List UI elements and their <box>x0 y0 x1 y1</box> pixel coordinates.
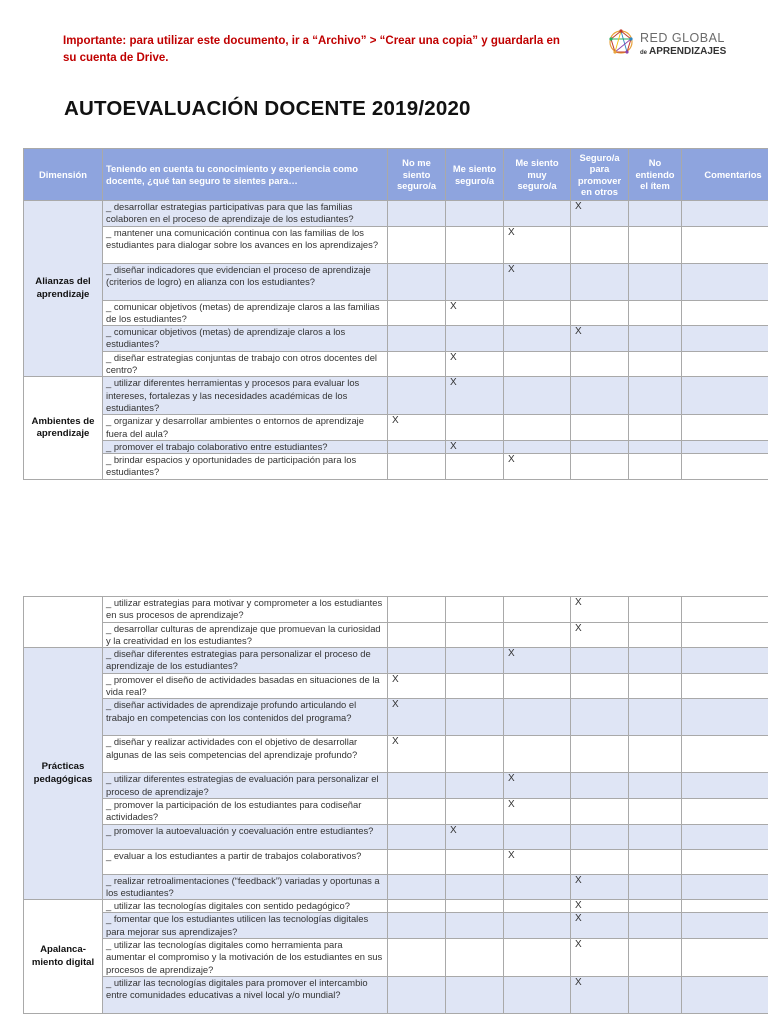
rating-cell[interactable]: X <box>504 226 571 263</box>
table-row <box>24 597 768 623</box>
question-cell: _ desarrollar estrategias participativas para que las familias colaboren en el proceso de aprendizaje de los estudiantes? <box>103 201 388 227</box>
question-cell: _ diseñar actividades de aprendizaje profundo articulando el trabajo en competencias con los contenidos del programa? <box>103 699 388 736</box>
question-cell: _ promover la autoevaluación y coevaluación entre estudiantes? <box>103 824 388 849</box>
rating-cell[interactable] <box>446 263 504 300</box>
header-confident: Me siento seguro/a <box>446 149 504 201</box>
table-row <box>24 440 768 453</box>
comment-cell[interactable] <box>682 201 768 227</box>
dimension-cell: Alianzas del aprendizaje <box>24 201 103 377</box>
rating-cell[interactable] <box>629 300 682 326</box>
rating-cell[interactable] <box>629 939 682 977</box>
question-cell: _ mantener una comunicación continua con las familias de los estudiantes para dialogar sobre los avances en los aprendizajes? <box>103 226 388 263</box>
rating-cell[interactable] <box>446 326 504 352</box>
rating-cell[interactable] <box>629 454 682 480</box>
rating-cell[interactable] <box>388 597 446 623</box>
rating-cell[interactable]: X <box>571 874 629 900</box>
header-question: Teniendo en cuenta tu conocimiento y experiencia como docente, ¿qué tan seguro te sientes para… <box>103 149 388 201</box>
rating-cell[interactable] <box>504 326 571 352</box>
self-assessment-table-part-1 <box>23 148 768 480</box>
logo-line-2-text: APRENDIZAJES <box>649 46 727 57</box>
rating-cell[interactable] <box>571 440 629 453</box>
rating-cell[interactable] <box>571 824 629 849</box>
rating-cell[interactable]: X <box>446 377 504 415</box>
rating-cell[interactable] <box>629 351 682 377</box>
copy-instructions-notice: Importante: para utilizar este documento, ir a “Archivo” > “Crear una copia” y guardarla en su cuenta de Drive. <box>63 35 560 64</box>
rating-cell[interactable]: X <box>571 326 629 352</box>
rating-cell[interactable] <box>388 622 446 648</box>
rating-cell[interactable] <box>571 226 629 263</box>
table-row <box>24 976 768 1013</box>
table-row <box>24 454 768 480</box>
rating-cell[interactable] <box>388 351 446 377</box>
question-cell: _ diseñar indicadores que evidencian el proceso de aprendizaje (criterios de logro) en alianza con los estudiantes? <box>103 263 388 300</box>
table-row <box>24 913 768 939</box>
question-cell: _ utilizar las tecnologías digitales con sentido pedagógico? <box>103 900 388 913</box>
rating-cell[interactable]: X <box>504 773 571 799</box>
rating-cell[interactable] <box>388 849 446 874</box>
rating-cell[interactable] <box>388 300 446 326</box>
comment-cell[interactable] <box>682 976 768 1013</box>
rating-cell[interactable]: X <box>388 415 446 441</box>
header-very-confident: Me siento muy seguro/a <box>504 149 571 201</box>
rating-cell[interactable] <box>504 913 571 939</box>
dimension-cell: Prácticas pedagógicas <box>24 648 103 900</box>
comment-cell[interactable] <box>682 415 768 441</box>
rating-cell[interactable] <box>571 351 629 377</box>
rating-cell[interactable] <box>388 913 446 939</box>
rating-cell[interactable]: X <box>571 976 629 1013</box>
comment-cell[interactable] <box>682 673 768 699</box>
rating-cell[interactable] <box>571 773 629 799</box>
rating-cell[interactable]: X <box>571 939 629 977</box>
rating-cell[interactable] <box>446 597 504 623</box>
rating-cell[interactable] <box>571 377 629 415</box>
header-promote-others: Seguro/a para promover en otros <box>571 149 629 201</box>
rating-cell[interactable] <box>504 976 571 1013</box>
rating-cell[interactable] <box>571 300 629 326</box>
comment-cell[interactable] <box>682 913 768 939</box>
comment-cell[interactable] <box>682 351 768 377</box>
table-row <box>24 201 768 227</box>
rating-cell[interactable] <box>629 976 682 1013</box>
comment-cell[interactable] <box>682 900 768 913</box>
globe-network-icon <box>606 27 636 57</box>
comment-cell[interactable] <box>682 263 768 300</box>
table-row <box>24 648 768 674</box>
question-cell: _ brindar espacios y oportunidades de participación para los estudiantes? <box>103 454 388 480</box>
table-row <box>24 798 768 824</box>
rating-cell[interactable] <box>446 415 504 441</box>
rating-cell[interactable] <box>388 824 446 849</box>
rating-cell[interactable] <box>571 454 629 480</box>
rating-cell[interactable]: X <box>504 648 571 674</box>
comment-cell[interactable] <box>682 939 768 977</box>
dimension-cell <box>24 597 103 648</box>
rating-cell[interactable] <box>629 900 682 913</box>
rating-cell[interactable] <box>504 377 571 415</box>
rating-cell[interactable] <box>504 622 571 648</box>
rating-cell[interactable] <box>504 440 571 453</box>
rating-cell[interactable] <box>446 736 504 773</box>
rating-cell[interactable] <box>504 415 571 441</box>
rating-cell[interactable] <box>571 415 629 441</box>
rating-cell[interactable]: X <box>571 201 629 227</box>
rating-cell[interactable] <box>629 597 682 623</box>
question-cell: _ desarrollar culturas de aprendizaje que promuevan la curiosidad y la creatividad en los estudiantes? <box>103 622 388 648</box>
rating-cell[interactable]: X <box>571 622 629 648</box>
table-row <box>24 263 768 300</box>
comment-cell[interactable] <box>682 648 768 674</box>
rating-cell[interactable] <box>388 454 446 480</box>
rating-cell[interactable] <box>446 913 504 939</box>
table-row <box>24 736 768 773</box>
table-row <box>24 849 768 874</box>
rating-cell[interactable] <box>629 377 682 415</box>
table-row <box>24 900 768 913</box>
comment-cell[interactable] <box>682 736 768 773</box>
rating-cell[interactable] <box>571 798 629 824</box>
rating-cell[interactable] <box>388 377 446 415</box>
logo-line-2-prefix: de <box>640 50 648 56</box>
rating-cell[interactable] <box>504 201 571 227</box>
comment-cell[interactable] <box>682 622 768 648</box>
rating-cell[interactable]: X <box>446 824 504 849</box>
rating-cell[interactable] <box>446 773 504 799</box>
question-cell: _ utilizar estrategias para motivar y comprometer a los estudiantes en sus procesos de aprendizaje? <box>103 597 388 623</box>
rating-cell[interactable] <box>629 648 682 674</box>
rating-cell[interactable] <box>388 326 446 352</box>
rating-cell[interactable] <box>504 900 571 913</box>
rating-cell[interactable] <box>571 648 629 674</box>
question-cell: _ evaluar a los estudiantes a partir de trabajos colaborativos? <box>103 849 388 874</box>
question-cell: _ promover el trabajo colaborativo entre estudiantes? <box>103 440 388 453</box>
rating-cell[interactable] <box>504 351 571 377</box>
question-cell: _ utilizar diferentes herramientas y procesos para evaluar los intereses, fortalezas y las necesidades académicas de los estudiantes? <box>103 377 388 415</box>
question-cell: _ comunicar objetivos (metas) de aprendizaje claros a las familias de los estudiantes? <box>103 300 388 326</box>
rating-cell[interactable]: X <box>504 263 571 300</box>
rating-cell[interactable] <box>388 263 446 300</box>
question-cell: _ diseñar diferentes estrategias para personalizar el proceso de aprendizaje de los estudiantes? <box>103 648 388 674</box>
rating-cell[interactable] <box>446 648 504 674</box>
comment-cell[interactable] <box>682 699 768 736</box>
question-cell: _ fomentar que los estudiantes utilicen las tecnologías digitales para mejorar sus aprendizajes? <box>103 913 388 939</box>
question-cell: _ realizar retroalimentaciones (“feedback”) variadas y oportunas a los estudiantes? <box>103 874 388 900</box>
comment-cell[interactable] <box>682 597 768 623</box>
table-row <box>24 415 768 441</box>
header-not-confident: No me siento seguro/a <box>388 149 446 201</box>
table-row <box>24 622 768 648</box>
rating-cell[interactable]: X <box>571 913 629 939</box>
rating-cell[interactable] <box>504 824 571 849</box>
rating-cell[interactable] <box>629 773 682 799</box>
rating-cell[interactable] <box>629 326 682 352</box>
rating-cell[interactable] <box>446 939 504 977</box>
rating-cell[interactable]: X <box>571 900 629 913</box>
table-row <box>24 699 768 736</box>
rating-cell[interactable]: X <box>446 440 504 453</box>
rating-cell[interactable] <box>571 673 629 699</box>
table-row <box>24 824 768 849</box>
rating-cell[interactable] <box>388 440 446 453</box>
rating-cell[interactable] <box>388 874 446 900</box>
rating-cell[interactable] <box>388 201 446 227</box>
question-cell: _ utilizar diferentes estrategias de evaluación para personalizar el proceso de aprendizaje? <box>103 773 388 799</box>
logo-line-1: RED GLOBAL <box>640 31 725 45</box>
rating-cell[interactable] <box>446 201 504 227</box>
rating-cell[interactable]: X <box>388 673 446 699</box>
comment-cell[interactable] <box>682 824 768 849</box>
rating-cell[interactable] <box>629 263 682 300</box>
rating-cell[interactable] <box>446 976 504 1013</box>
rating-cell[interactable] <box>446 849 504 874</box>
table-row <box>24 874 768 900</box>
question-cell: _ utilizar las tecnologías digitales como herramienta para aumentar el compromiso y la motivación de los estudiantes en sus procesos de aprendizaje? <box>103 939 388 977</box>
rating-cell[interactable] <box>446 454 504 480</box>
rating-cell[interactable] <box>446 226 504 263</box>
rating-cell[interactable] <box>629 824 682 849</box>
table-row <box>24 300 768 326</box>
table-row <box>24 377 768 415</box>
rating-cell[interactable] <box>446 874 504 900</box>
rating-cell[interactable] <box>388 900 446 913</box>
comment-cell[interactable] <box>682 798 768 824</box>
header-dimension: Dimensión <box>24 149 103 201</box>
table-row <box>24 326 768 352</box>
rating-cell[interactable]: X <box>446 300 504 326</box>
question-cell: _ diseñar estrategias conjuntas de trabajo con otros docentes del centro? <box>103 351 388 377</box>
rating-cell[interactable] <box>571 736 629 773</box>
rating-cell[interactable] <box>629 440 682 453</box>
rating-cell[interactable]: X <box>504 798 571 824</box>
rating-cell[interactable]: X <box>446 351 504 377</box>
rating-cell[interactable] <box>388 939 446 977</box>
rating-cell[interactable] <box>388 976 446 1013</box>
comment-cell[interactable] <box>682 226 768 263</box>
comment-cell[interactable] <box>682 300 768 326</box>
rating-cell[interactable] <box>629 736 682 773</box>
header-comments: Comentarios <box>682 149 768 201</box>
rating-cell[interactable] <box>629 673 682 699</box>
rating-cell[interactable] <box>446 673 504 699</box>
rating-cell[interactable] <box>504 939 571 977</box>
question-cell: _ diseñar y realizar actividades con el objetivo de desarrollar algunas de las seis competencias del aprendizaje profundo? <box>103 736 388 773</box>
table-row <box>24 673 768 699</box>
logo-line-2 <box>640 46 726 57</box>
rating-cell[interactable] <box>446 900 504 913</box>
rating-cell[interactable] <box>504 673 571 699</box>
question-cell: _ promover el diseño de actividades basadas en situaciones de la vida real? <box>103 673 388 699</box>
rating-cell[interactable] <box>504 736 571 773</box>
rating-cell[interactable] <box>388 648 446 674</box>
comment-cell[interactable] <box>682 849 768 874</box>
rating-cell[interactable] <box>388 773 446 799</box>
rating-cell[interactable] <box>629 415 682 441</box>
table-row <box>24 226 768 263</box>
table-header-row <box>24 149 768 201</box>
rating-cell[interactable] <box>629 622 682 648</box>
rating-cell[interactable] <box>629 849 682 874</box>
rating-cell[interactable] <box>629 699 682 736</box>
rating-cell[interactable] <box>571 263 629 300</box>
question-cell: _ utilizar las tecnologías digitales para promover el intercambio entre comunidades educativas a nivel local y/o mundial? <box>103 976 388 1013</box>
comment-cell[interactable] <box>682 440 768 453</box>
table-row <box>24 773 768 799</box>
self-assessment-table-part-2 <box>23 596 768 1014</box>
rating-cell[interactable] <box>446 798 504 824</box>
page-title: AUTOEVALUACIÓN DOCENTE 2019/2020 <box>64 97 471 120</box>
comment-cell[interactable] <box>682 454 768 480</box>
rating-cell[interactable] <box>629 226 682 263</box>
rating-cell[interactable]: X <box>504 454 571 480</box>
rating-cell[interactable] <box>446 622 504 648</box>
rating-cell[interactable] <box>629 798 682 824</box>
rating-cell[interactable] <box>388 798 446 824</box>
comment-cell[interactable] <box>682 773 768 799</box>
question-cell: _ organizar y desarrollar ambientes o entornos de aprendizaje fuera del aula? <box>103 415 388 441</box>
question-cell: _ comunicar objetivos (metas) de aprendizaje claros a los estudiantes? <box>103 326 388 352</box>
table-row <box>24 939 768 977</box>
rating-cell[interactable] <box>571 849 629 874</box>
rating-cell[interactable] <box>629 201 682 227</box>
rating-cell[interactable] <box>504 699 571 736</box>
rating-cell[interactable] <box>388 226 446 263</box>
rating-cell[interactable] <box>571 699 629 736</box>
rating-cell[interactable] <box>504 300 571 326</box>
table-row <box>24 351 768 377</box>
rating-cell[interactable] <box>504 874 571 900</box>
rating-cell[interactable]: X <box>504 849 571 874</box>
rating-cell[interactable] <box>629 874 682 900</box>
comment-cell[interactable] <box>682 326 768 352</box>
rating-cell[interactable] <box>504 597 571 623</box>
rating-cell[interactable] <box>446 699 504 736</box>
rating-cell[interactable]: X <box>388 699 446 736</box>
rating-cell[interactable]: X <box>571 597 629 623</box>
header-not-understood: No entiendo el ítem <box>629 149 682 201</box>
dimension-cell: Apalanca-miento digital <box>24 900 103 1014</box>
rating-cell[interactable]: X <box>388 736 446 773</box>
comment-cell[interactable] <box>682 874 768 900</box>
rating-cell[interactable] <box>629 913 682 939</box>
red-global-logo <box>606 27 746 61</box>
question-cell: _ promover la participación de los estudiantes para codiseñar actividades? <box>103 798 388 824</box>
comment-cell[interactable] <box>682 377 768 415</box>
dimension-cell: Ambientes de aprendizaje <box>24 377 103 479</box>
